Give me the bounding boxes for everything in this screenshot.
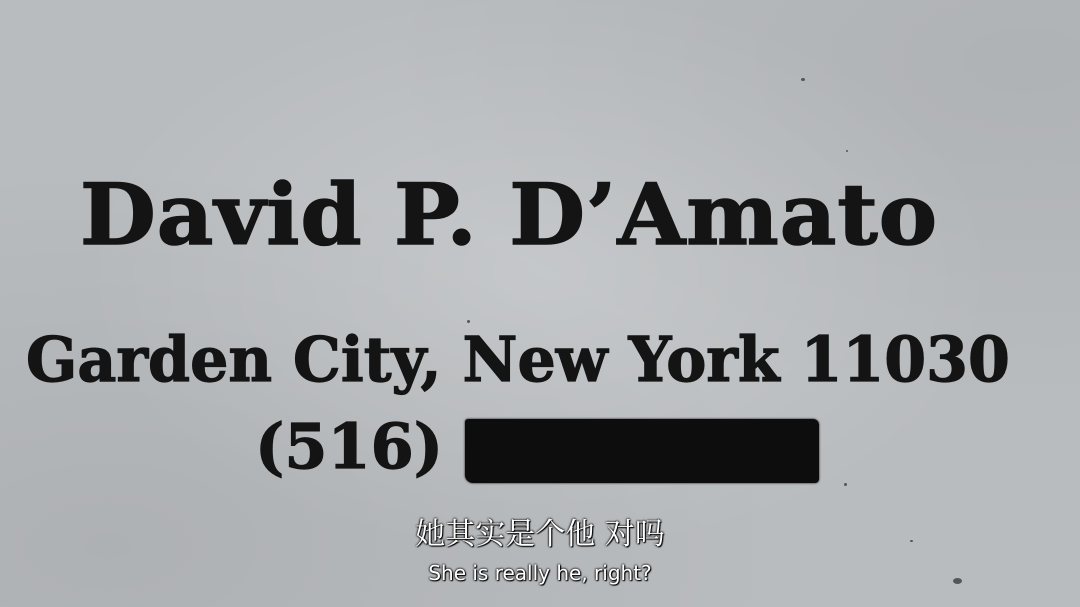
recipient-phone xyxy=(255,405,819,489)
paper-speck xyxy=(846,150,848,152)
paper-speck xyxy=(844,483,847,486)
subtitle-chinese: 她其实是个他 对吗 xyxy=(415,517,665,552)
recipient-address: Garden City, New York 11030 xyxy=(26,323,1010,396)
subtitle-english: She is really he, right? xyxy=(428,561,652,585)
phone-area-code: (516) xyxy=(255,410,444,483)
paper-speck xyxy=(801,78,805,81)
redacted-phone-number xyxy=(465,419,819,483)
recipient-name: David P. D’Amato xyxy=(80,165,939,264)
